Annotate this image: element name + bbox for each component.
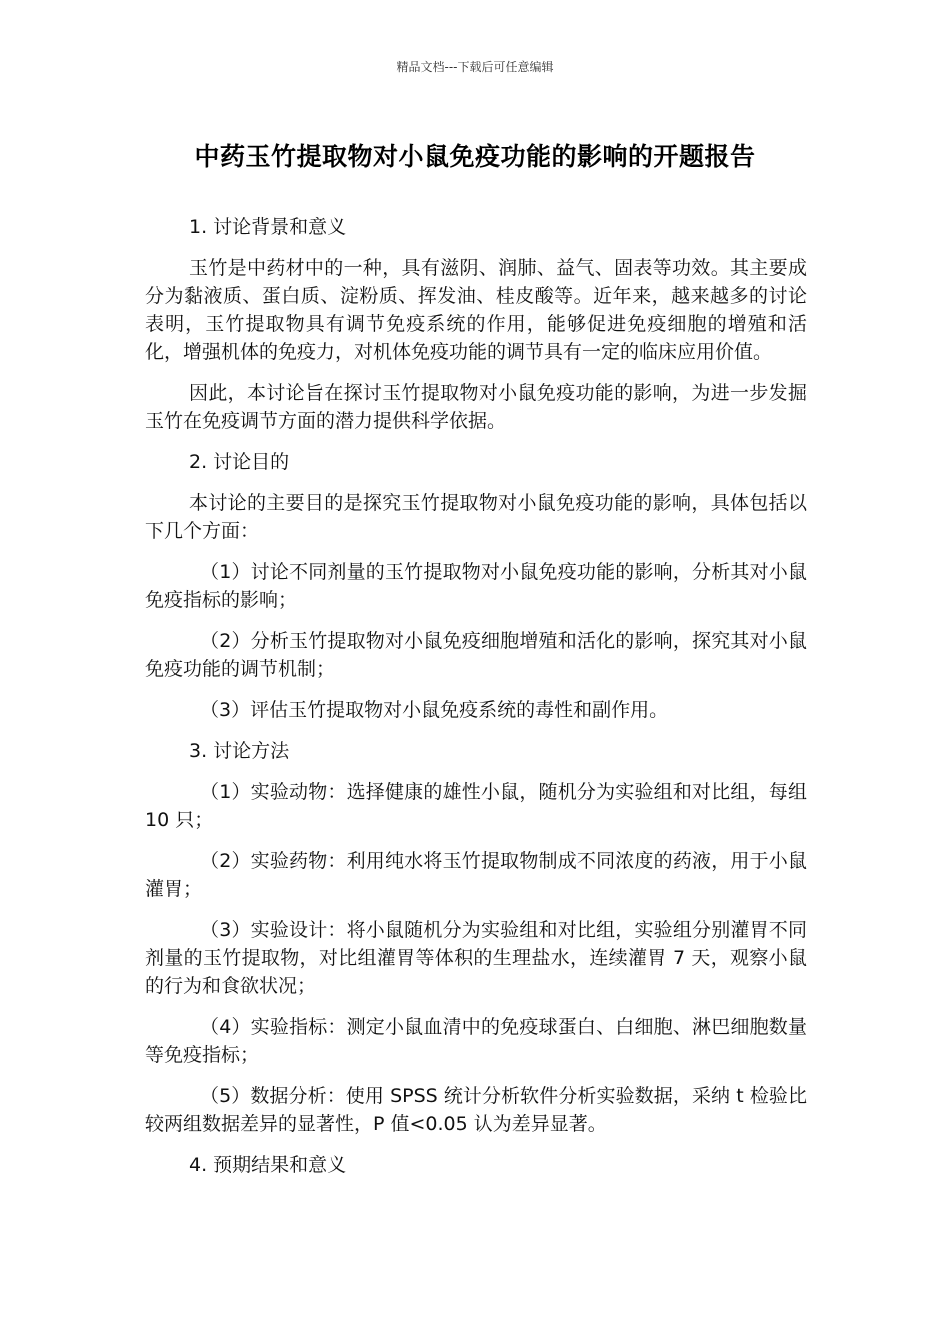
list-item-objective-2: （2）分析玉竹提取物对小鼠免疫细胞增殖和活化的影响，探究其对小鼠免疫功能的调节机制；: [145, 630, 807, 680]
list-item-objective-1: （1）讨论不同剂量的玉竹提取物对小鼠免疫功能的影响，分析其对小鼠免疫指标的影响；: [145, 561, 807, 611]
section-heading-methods: 3. 讨论方法: [189, 740, 290, 762]
list-item-method-2: （2）实验药物：利用纯水将玉竹提取物制成不同浓度的药液，用于小鼠灌胃；: [145, 850, 807, 900]
document-body: [145, 213, 807, 1192]
list-item-objective-3: （3）评估玉竹提取物对小鼠免疫系统的毒性和副作用。: [200, 699, 669, 721]
paragraph-purpose-summary: 因此，本讨论旨在探讨玉竹提取物对小鼠免疫功能的影响，为进一步发掘玉竹在免疫调节方面的潜力提供科学依据。: [145, 382, 807, 432]
list-item-method-4: （4）实验指标：测定小鼠血清中的免疫球蛋白、白细胞、淋巴细胞数量等免疫指标；: [145, 1016, 807, 1066]
list-item-method-3: （3）实验设计：将小鼠随机分为实验组和对比组，实验组分别灌胃不同剂量的玉竹提取物，对比组灌胃等体积的生理盐水，连续灌胃 7 天，观察小鼠的行为和食欲状况；: [145, 919, 807, 997]
list-item-method-5: （5）数据分析：使用 SPSS 统计分析软件分析实验数据，采纳 t 检验比较两组数据差异的显著性，P 值<0.05 认为差异显著。: [145, 1085, 807, 1135]
list-item-method-1: （1）实验动物：选择健康的雄性小鼠，随机分为实验组和对比组，每组 10 只；: [145, 781, 807, 831]
paragraph-background: 玉竹是中药材中的一种，具有滋阴、润肺、益气、固表等功效。其主要成分为黏液质、蛋白质、淀粉质、挥发油、桂皮酸等。近年来，越来越多的讨论表明，玉竹提取物具有调节免疫系统的作用，能够促进免疫细胞的增殖和活化，增强机体的免疫力，对机体免疫功能的调节具有一定的临床应用价值。: [145, 257, 807, 363]
paragraph-objectives-intro: 本讨论的主要目的是探究玉竹提取物对小鼠免疫功能的影响，具体包括以下几个方面：: [145, 492, 807, 542]
section-heading-objectives: 2. 讨论目的: [189, 451, 290, 473]
section-heading-expected-results: 4. 预期结果和意义: [189, 1154, 347, 1176]
header-note: 精品文档---下载后可任意编辑: [396, 60, 554, 74]
section-heading-background: 1. 讨论背景和意义: [189, 216, 347, 238]
document-title: 中药玉竹提取物对小鼠免疫功能的影响的开题报告: [194, 142, 756, 171]
